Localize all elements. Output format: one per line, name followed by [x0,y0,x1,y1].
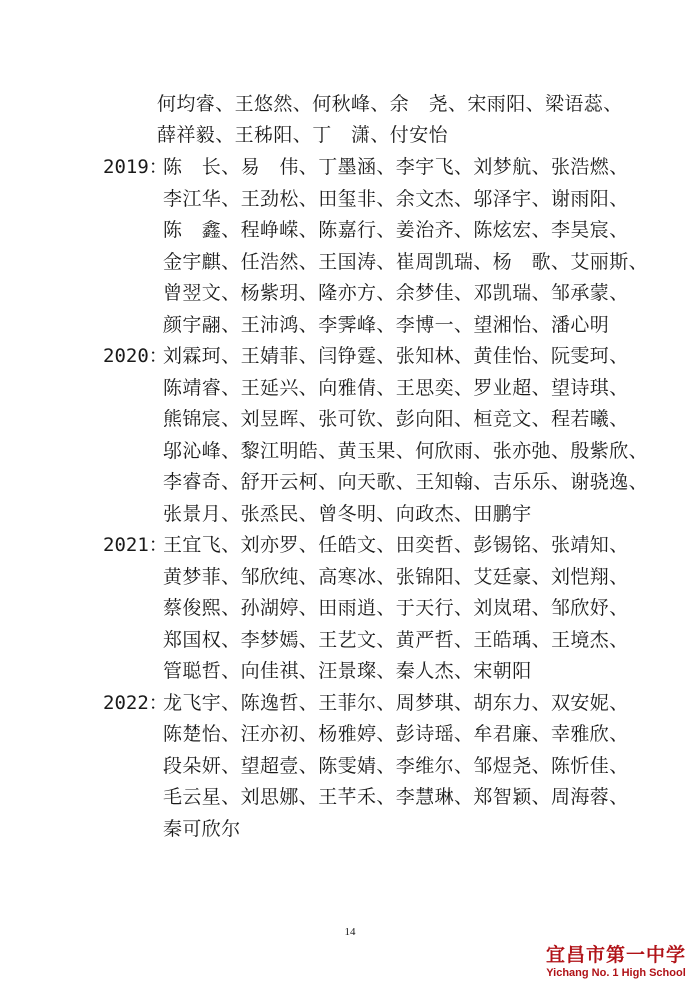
year-label-2020: 2020： [103,345,168,367]
name-line: 毛云星、刘思娜、王芊禾、李慧琳、郑智颖、周海蓉、 [163,786,629,808]
name-line: 李睿奇、舒开云柯、向天歌、王知翰、吉乐乐、谢骁逸、 [163,471,649,493]
name-line: 龙飞宇、陈逸哲、王菲尔、周梦琪、胡东力、双安妮、 [163,692,629,714]
year-label-2021: 2021： [103,534,168,556]
name-line: 黄梦菲、邹欣纯、高寒冰、张锦阳、艾廷豪、刘恺翔、 [163,566,629,588]
year-label-2019: 2019： [103,156,168,178]
name-line: 曾翌文、杨紫玥、隆亦方、余梦佳、邓凯瑞、邹承蒙、 [163,282,629,304]
name-line: 薛祥毅、王秭阳、丁 潇、付安怡 [157,124,449,146]
name-line: 郑国权、李梦嫣、王艺文、黄严哲、王皓瑀、王境杰、 [163,629,629,651]
year-label-2022: 2022： [103,692,168,714]
name-line: 管聪哲、向佳祺、汪景璨、秦人杰、宋朝阳 [163,660,532,682]
page-number: 14 [344,926,356,938]
name-line: 刘霖珂、王婧菲、闫铮霆、张知林、黄佳怡、阮雯珂、 [163,345,629,367]
name-line: 陈 鑫、程峥嵘、陈嘉行、姜治齐、陈炫宏、李昊宸、 [163,219,629,241]
name-line: 张景月、张烝民、曾冬明、向政杰、田鹏宇 [163,503,532,525]
school-logo [536,944,696,980]
name-line: 金宇麒、任浩然、王国涛、崔周凯瑞、杨 歌、艾丽斯、 [163,251,649,273]
name-line: 秦可欣尔 [163,818,241,840]
name-line: 颜宇翮、王沛鸿、李霁峰、李博一、望湘怡、潘心明 [163,314,610,336]
name-line: 蔡俊熙、孙湖婷、田雨逍、于天行、刘岚珺、邹欣妤、 [163,597,629,619]
name-line: 李江华、王劲松、田玺非、余文杰、邬泽宇、谢雨阳、 [163,188,629,210]
name-line: 陈 长、易 伟、丁墨涵、李宇飞、刘梦航、张浩燃、 [163,156,629,178]
logo-name-cn: 宜昌市第一中学 [545,944,686,966]
name-line: 王宜飞、刘亦罗、任皓文、田奕哲、彭锡铭、张靖知、 [163,534,629,556]
name-line: 邬沁峰、黎江明皓、黄玉果、何欣雨、张亦弛、殷紫欣、 [163,440,649,462]
name-line: 陈靖睿、王延兴、向雅倩、王思奕、罗业超、望诗琪、 [163,377,629,399]
name-line: 何均睿、王悠然、何秋峰、余 尧、宋雨阳、梁语蕊、 [157,93,623,115]
name-line: 陈楚怡、汪亦初、杨雅婷、彭诗瑶、牟君廉、幸雅欣、 [163,723,629,745]
name-line: 段朵妍、望超壹、陈雯婧、李维尔、邹煜尧、陈忻佳、 [163,755,629,777]
logo-name-en: Yichang No. 1 High School [546,967,686,979]
name-line: 熊锦宸、刘昱晖、张可钦、彭向阳、桓竞文、程若曦、 [163,408,629,430]
